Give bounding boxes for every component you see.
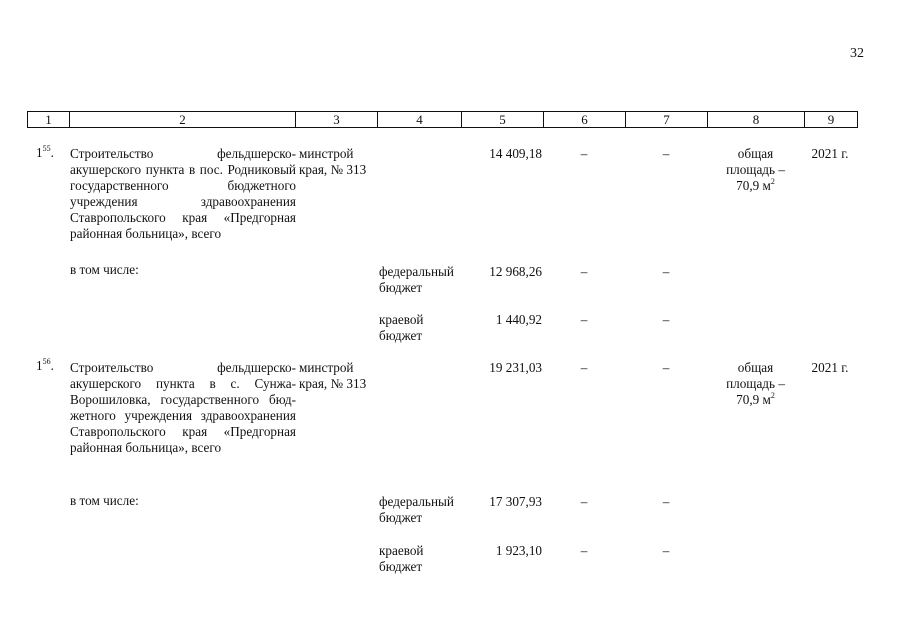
row-year: 2021 г. [811,360,849,375]
row-col7: – [662,146,670,161]
header-col-3: 3 [296,112,378,128]
sub-source-regional: краевой бюджет [379,312,424,343]
header-col-9: 9 [805,112,858,128]
row-capacity: общая площадь – 70,9 $м^2$ [726,360,785,407]
header-col-7: 7 [626,112,708,128]
sub-source-regional: краевой бюджет [379,543,424,574]
sub-amount-regional: 1 923,10 [495,543,542,558]
sub-amount-federal: 17 307,93 [489,494,542,509]
sub-col7-federal: – [662,264,670,279]
row-col6: – [580,360,588,375]
row-amount: 14 409,18 [489,146,542,161]
sub-col7-regional: – [662,543,670,558]
sub-col6-federal: – [580,264,588,279]
sub-amount-federal: 12 968,26 [489,264,542,279]
row-description: Строительство фельдшерско-акушерского пункта в пос. Родниковый государственного бюджетного учреждения здравоохранения Ставропольского края «Предгорная районная больница», всего [70,146,296,241]
page-number: 32 [850,46,864,61]
row-year: 2021 г. [811,146,849,161]
sub-col6-regional: – [580,543,588,558]
including-label: в том числе: [70,493,139,508]
sub-source-federal: федеральный бюджет [379,494,454,525]
header-col-5: 5 [462,112,544,128]
header-col-1: 1 [28,112,70,128]
header-col-8: 8 [708,112,805,128]
row-col7: – [662,360,670,375]
sub-amount-regional: 1 440,92 [495,312,542,327]
row-number: $1^{56}$. [36,357,54,373]
including-label: в том числе: [70,262,139,277]
row-col6: – [580,146,588,161]
sub-col7-regional: – [662,312,670,327]
row-capacity: общая площадь – 70,9 $м^2$ [726,146,785,193]
sub-col6-regional: – [580,312,588,327]
row-amount: 19 231,03 [489,360,542,375]
sub-col6-federal: – [580,494,588,509]
column-number-header [27,111,858,128]
row-customer: минстрой края, № 313 [299,146,367,177]
header-col-4: 4 [378,112,462,128]
row-number: $1^{55}$. [36,144,54,160]
sub-source-federal: федеральный бюджет [379,264,454,295]
sub-col7-federal: – [662,494,670,509]
header-col-2: 2 [70,112,296,128]
row-customer: минстрой края, № 313 [299,360,367,391]
row-description: Строительство фельдшерско-акушерского пункта в с. Сунжа-Ворошиловка, государственного бюджетного учреждения здравоохранения Ставропольского края «Предгорная районная больница», всего [70,360,296,455]
header-col-6: 6 [544,112,626,128]
